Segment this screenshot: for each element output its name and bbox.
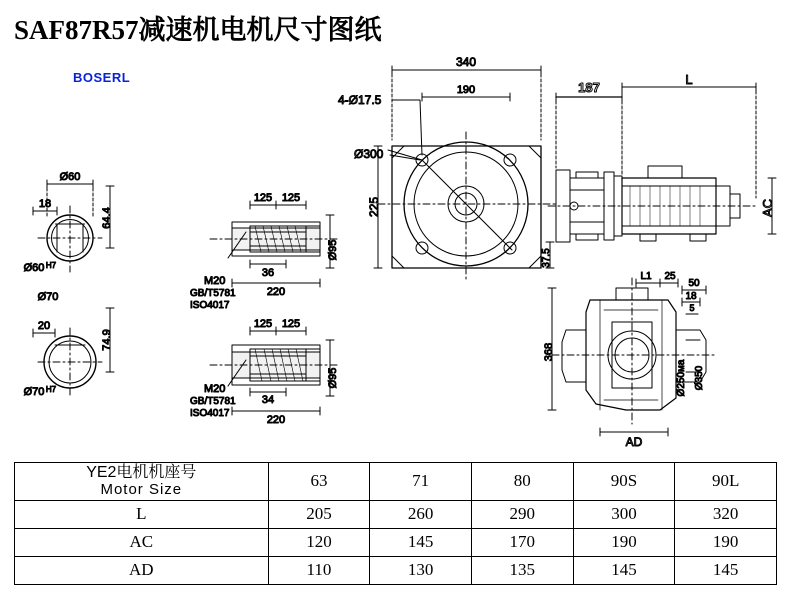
table-cell: 260 [370, 500, 472, 528]
dim-220-b: 220 [266, 414, 286, 426]
page-title: SAF87R57减速机电机尺寸图纸 [14, 15, 382, 45]
dim-5: 5 [689, 303, 695, 313]
motor-size-table [14, 462, 777, 585]
dim-36: 36 [261, 267, 275, 279]
table-cell: 320 [675, 500, 777, 528]
dim-37-5: 37.5 [541, 248, 552, 268]
table-header-cell: 80 [471, 463, 573, 501]
table-cell: 290 [471, 500, 573, 528]
dim-d95-b: Ø95 [327, 367, 339, 389]
dim-125-a: 125 [253, 192, 273, 204]
table-cell: 120 [268, 528, 370, 556]
table-cell: 145 [370, 528, 472, 556]
table-cell: 205 [268, 500, 370, 528]
table-header-label [15, 463, 269, 501]
dim-18: 18 [38, 198, 52, 210]
row-label: AC [15, 528, 269, 556]
table-cell: 170 [471, 528, 573, 556]
dim-225: 225 [367, 196, 381, 218]
table-cell: 145 [573, 556, 675, 584]
table-cell: 110 [268, 556, 370, 584]
table-row-header [15, 463, 777, 501]
dim-190: 190 [456, 84, 476, 96]
dim-d70: Ø70 [37, 291, 59, 303]
dim-d350: Ø350 [694, 365, 705, 391]
dim-d60: Ø60 [59, 171, 81, 183]
dim-18b: 18 [685, 291, 697, 302]
dim-125-b: 125 [281, 192, 301, 204]
dim-220-a: 220 [266, 286, 286, 298]
table-header-cell: 71 [370, 463, 472, 501]
dim-d70h7: Ø70 [23, 386, 45, 398]
dim-20: 20 [37, 320, 51, 332]
svg-text:H7: H7 [45, 261, 57, 270]
row-label: L [15, 500, 269, 528]
gearbox-front-view [338, 55, 556, 282]
label-iso-a: ISO4017 [190, 300, 230, 311]
dim-340: 340 [455, 55, 477, 69]
table-cell: 190 [573, 528, 675, 556]
dim-50: 50 [688, 278, 700, 289]
gearbox-motor-side-view [541, 72, 776, 268]
dim-d250: Ø250ма [676, 359, 687, 397]
dim-AD: AD [625, 435, 643, 449]
dim-d95-a: Ø95 [327, 239, 339, 261]
dim-187: 187 [578, 80, 600, 95]
table-cell: 190 [675, 528, 777, 556]
table-header-cell: 90S [573, 463, 675, 501]
shaft-60-view [24, 171, 114, 274]
label-gb-a: GB/T5781 [190, 288, 236, 299]
label-4-holes: 4-Ø17.5 [338, 93, 382, 107]
dim-L: L [685, 72, 693, 87]
brand-logo: BOSERL [73, 70, 131, 85]
dim-25: 25 [664, 271, 676, 282]
hollow-shaft-assembly-1 [190, 192, 340, 311]
label-iso-b: ISO4017 [190, 408, 230, 419]
output-flange-view [543, 271, 716, 449]
label-m20-a: M20 [204, 275, 226, 287]
table-row [15, 500, 777, 528]
svg-text:H7: H7 [45, 385, 57, 394]
table-cell: 300 [573, 500, 675, 528]
dim-d300: Ø300 [354, 147, 384, 161]
dim-125-c: 125 [253, 318, 273, 330]
dim-125-d: 125 [281, 318, 301, 330]
table-header-cell: 63 [268, 463, 370, 501]
hollow-shaft-assembly-2 [190, 318, 340, 426]
table-header-label-cn: YE2电机机座号 [86, 464, 197, 481]
dim-74-9: 74.9 [101, 329, 113, 351]
table-cell: 135 [471, 556, 573, 584]
dim-34: 34 [261, 394, 275, 406]
table-row [15, 528, 777, 556]
table-header-cell: 90L [675, 463, 777, 501]
table-header-label-en: Motor Size [100, 480, 183, 498]
dim-L1: L1 [640, 271, 652, 282]
dim-64-4: 64.4 [101, 207, 113, 229]
table-row [15, 556, 777, 584]
shaft-70-view [24, 291, 114, 398]
table-cell: 145 [675, 556, 777, 584]
label-gb-b: GB/T5781 [190, 396, 236, 407]
dim-AC: AC [760, 198, 775, 218]
row-label: AD [15, 556, 269, 584]
dim-d60h7: Ø60 [23, 262, 45, 274]
label-m20-b: M20 [204, 383, 226, 395]
table-cell: 130 [370, 556, 472, 584]
dim-368: 368 [543, 342, 555, 362]
